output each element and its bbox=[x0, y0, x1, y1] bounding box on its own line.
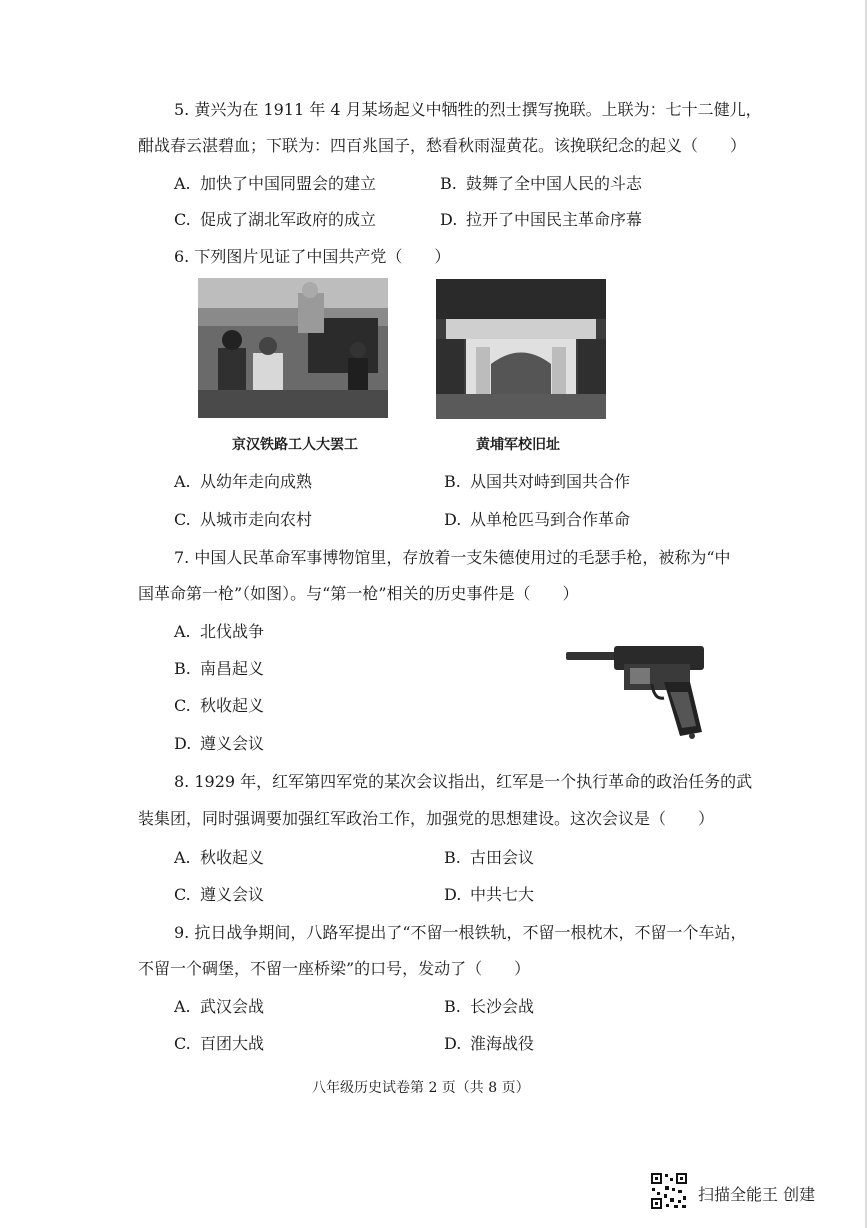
q8-stem-line2: 装集团，同时强调要加强红军政治工作，加强党的思想建设。这次会议是（ ） bbox=[138, 809, 715, 828]
q5-stem-line1: 5. 黄兴为在 1911 年 4 月某场起义中牺牲的烈士撰写挽联。上联为：七十二健儿， bbox=[174, 100, 762, 119]
q8-stem-line1: 8. 1929 年，红军第四军党的某次会议指出，红军是一个执行革命的政治任务的武 bbox=[174, 772, 753, 791]
q8-option-c[interactable]: C. 遵义会议 bbox=[174, 885, 265, 904]
photo-caption-left: 京汉铁路工人大罢工 bbox=[232, 437, 358, 453]
q9-stem-line1: 9. 抗日战争期间，八路军提出了“不留一根铁轨，不留一根枕木，不留一个车站， bbox=[174, 923, 747, 942]
mauser-pistol-icon bbox=[564, 640, 712, 740]
q9-option-b[interactable]: B. 长沙会战 bbox=[444, 997, 535, 1016]
q5-option-d[interactable]: D. 拉开了中国民主革命序幕 bbox=[440, 210, 643, 229]
q9-option-a[interactable]: A. 武汉会战 bbox=[174, 997, 265, 1016]
q7-stem-line2: 国革命第一枪”（如图）。与“第一枪”相关的历史事件是（ ） bbox=[138, 584, 579, 603]
q5-option-a[interactable]: A. 加快了中国同盟会的建立 bbox=[174, 174, 377, 193]
q6-option-b[interactable]: B. 从国共对峙到国共合作 bbox=[444, 472, 631, 491]
q7-option-b[interactable]: B. 南昌起义 bbox=[174, 659, 265, 678]
q6-stem: 6. 下列图片见证了中国共产党（ ） bbox=[174, 247, 451, 266]
q5-option-b[interactable]: B. 鼓舞了全中国人民的斗志 bbox=[440, 174, 643, 193]
q5-stem-line2: 酣战春云湛碧血；下联为：四百兆国子，愁看秋雨湿黄花。该挽联纪念的起义（ ） bbox=[138, 136, 747, 155]
q8-option-d[interactable]: D. 中共七大 bbox=[444, 885, 535, 904]
q6-option-a[interactable]: A. 从幼年走向成熟 bbox=[174, 472, 313, 491]
q6-option-c[interactable]: C. 从城市走向农村 bbox=[174, 510, 313, 529]
q9-option-d[interactable]: D. 淮海战役 bbox=[444, 1034, 535, 1053]
q9-option-c[interactable]: C. 百团大战 bbox=[174, 1034, 265, 1053]
railway-strike-photo bbox=[198, 278, 388, 418]
q7-option-a[interactable]: A. 北伐战争 bbox=[174, 622, 265, 641]
q9-stem-line2: 不留一个碉堡，不留一座桥梁”的口号，发动了（ ） bbox=[138, 959, 531, 978]
q7-option-d[interactable]: D. 遵义会议 bbox=[174, 734, 265, 753]
whampoa-academy-photo bbox=[436, 279, 606, 419]
qr-code-icon bbox=[650, 1172, 688, 1210]
scanner-watermark: 扫描全能王 创建 bbox=[698, 1185, 816, 1204]
q8-option-a[interactable]: A. 秋收起义 bbox=[174, 848, 265, 867]
q7-option-c[interactable]: C. 秋收起义 bbox=[174, 696, 265, 715]
page-footer: 八年级历史试卷第 2 页（共 8 页） bbox=[312, 1080, 530, 1096]
photo-caption-right: 黄埔军校旧址 bbox=[476, 437, 560, 453]
q7-stem-line1: 7. 中国人民革命军事博物馆里，存放着一支朱德使用过的毛瑟手枪，被称为“中 bbox=[174, 548, 731, 567]
q8-option-b[interactable]: B. 古田会议 bbox=[444, 848, 535, 867]
q5-option-c[interactable]: C. 促成了湖北军政府的成立 bbox=[174, 210, 377, 229]
q6-option-d[interactable]: D. 从单枪匹马到合作革命 bbox=[444, 510, 631, 529]
